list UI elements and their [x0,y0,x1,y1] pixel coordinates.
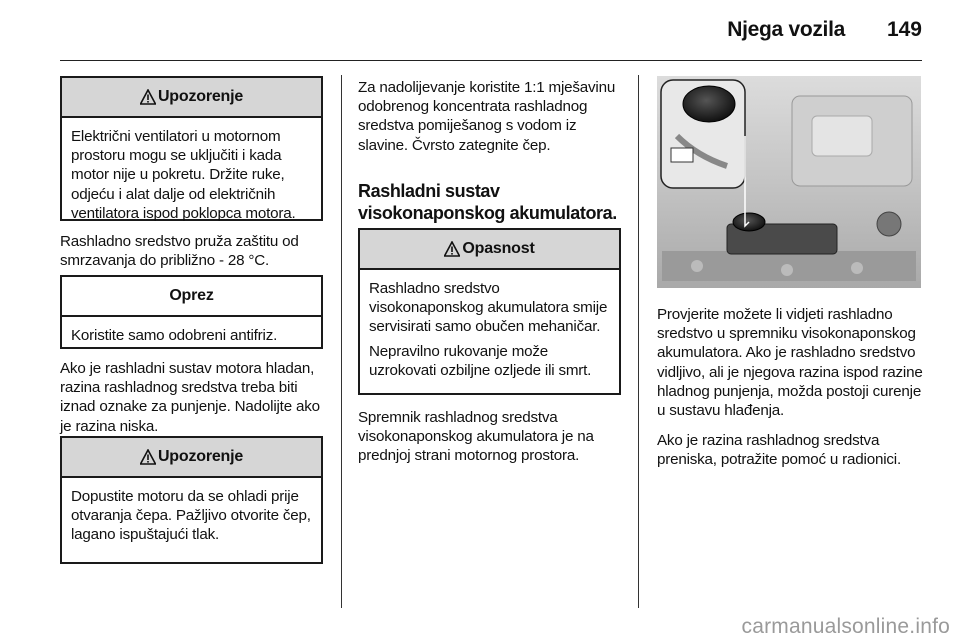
danger-box-body [360,270,619,380]
caution-text: Koristite samo odobreni antifriz. [71,327,278,344]
warning-box-body [62,118,321,223]
danger-text-1: Rashladno sredstvo visokonaponskog akumulatora smije servisirati samo obučen mehaničar. [369,280,608,336]
danger-box [358,228,621,395]
warning-triangle-icon [140,449,156,465]
danger-text-2: Nepravilno rukovanje može uzrokovati ozbiljne ozljede ili smrt. [369,342,592,379]
warning-box-cap [60,436,323,564]
warning-triangle-icon [140,89,156,105]
header-divider [60,60,922,61]
section-heading: Rashladni sustav visokonaponskog akumulatora. [358,181,617,223]
column-divider-left [341,75,342,608]
warning-text: Dopustite motoru da se ohladi prije otvaranja čepa. Pažljivo otvorite čep, lagano ispuštajući tlak. [71,488,311,544]
warning-text: Električni ventilatori u motornom prostoru mogu se uključiti i kada motor nije u pokretu. Držite ruke, odjeću i alat dalje od električnih ventilatora ispod poklopca motora. [71,128,296,222]
paragraph-coolant-level: Ako je rashladni sustav motora hladan, razina rashladnog sredstva treba biti iznad oznake za punjenje. Nadolijte ako je razina niska. [60,360,320,435]
page-number: 149 [886,18,922,41]
watermark: carmanualsonline.info [741,615,950,638]
paragraph-reservoir-location: Spremnik rashladnog sredstva visokonaponskog akumulatora je na prednjoj strani motornog prostora. [358,409,594,465]
paragraph-antifreeze: Rashladno sredstvo pruža zaštitu od smrzavanja do približno - 28 °C. [60,233,299,270]
coolant-reservoir-photo [657,76,921,288]
warning-box-header [62,78,321,118]
column-divider-right [638,75,639,608]
caution-box-title: Oprez [169,287,214,304]
caution-box-body [62,317,321,345]
warning-box-title: Upozorenje [157,88,244,105]
danger-box-header [360,230,619,270]
paragraph-check-level: Provjerite možete li vidjeti rashladno sredstvo u spremniku visokonaponskog akumulatora. Ako je rashladno sredstvo vidljivo, ali je njegova razina ispod razine hladnog punjenja, možda postoji curenje u sustavu hlađenja. [657,306,923,420]
caution-box-header [62,277,321,317]
warning-box-header [62,438,321,478]
warning-box-title: Upozorenje [157,448,244,465]
warning-box-fans [60,76,323,221]
warning-box-body [62,478,321,545]
paragraph-mixture: Za nadolijevanje koristite 1:1 mješavinu odobrenog koncentrata rashladnog sredstva pomiješanog s vodom iz slavine. Čvrsto zategnite čep. [358,79,616,154]
paragraph-workshop: Ako je razina rashladnog sredstva preniska, potražite pomoć u radionici. [657,432,901,469]
warning-triangle-icon [444,241,460,257]
danger-box-title: Opasnost [462,240,535,257]
caution-box [60,275,323,349]
page-title: Njega vozila [727,18,845,41]
